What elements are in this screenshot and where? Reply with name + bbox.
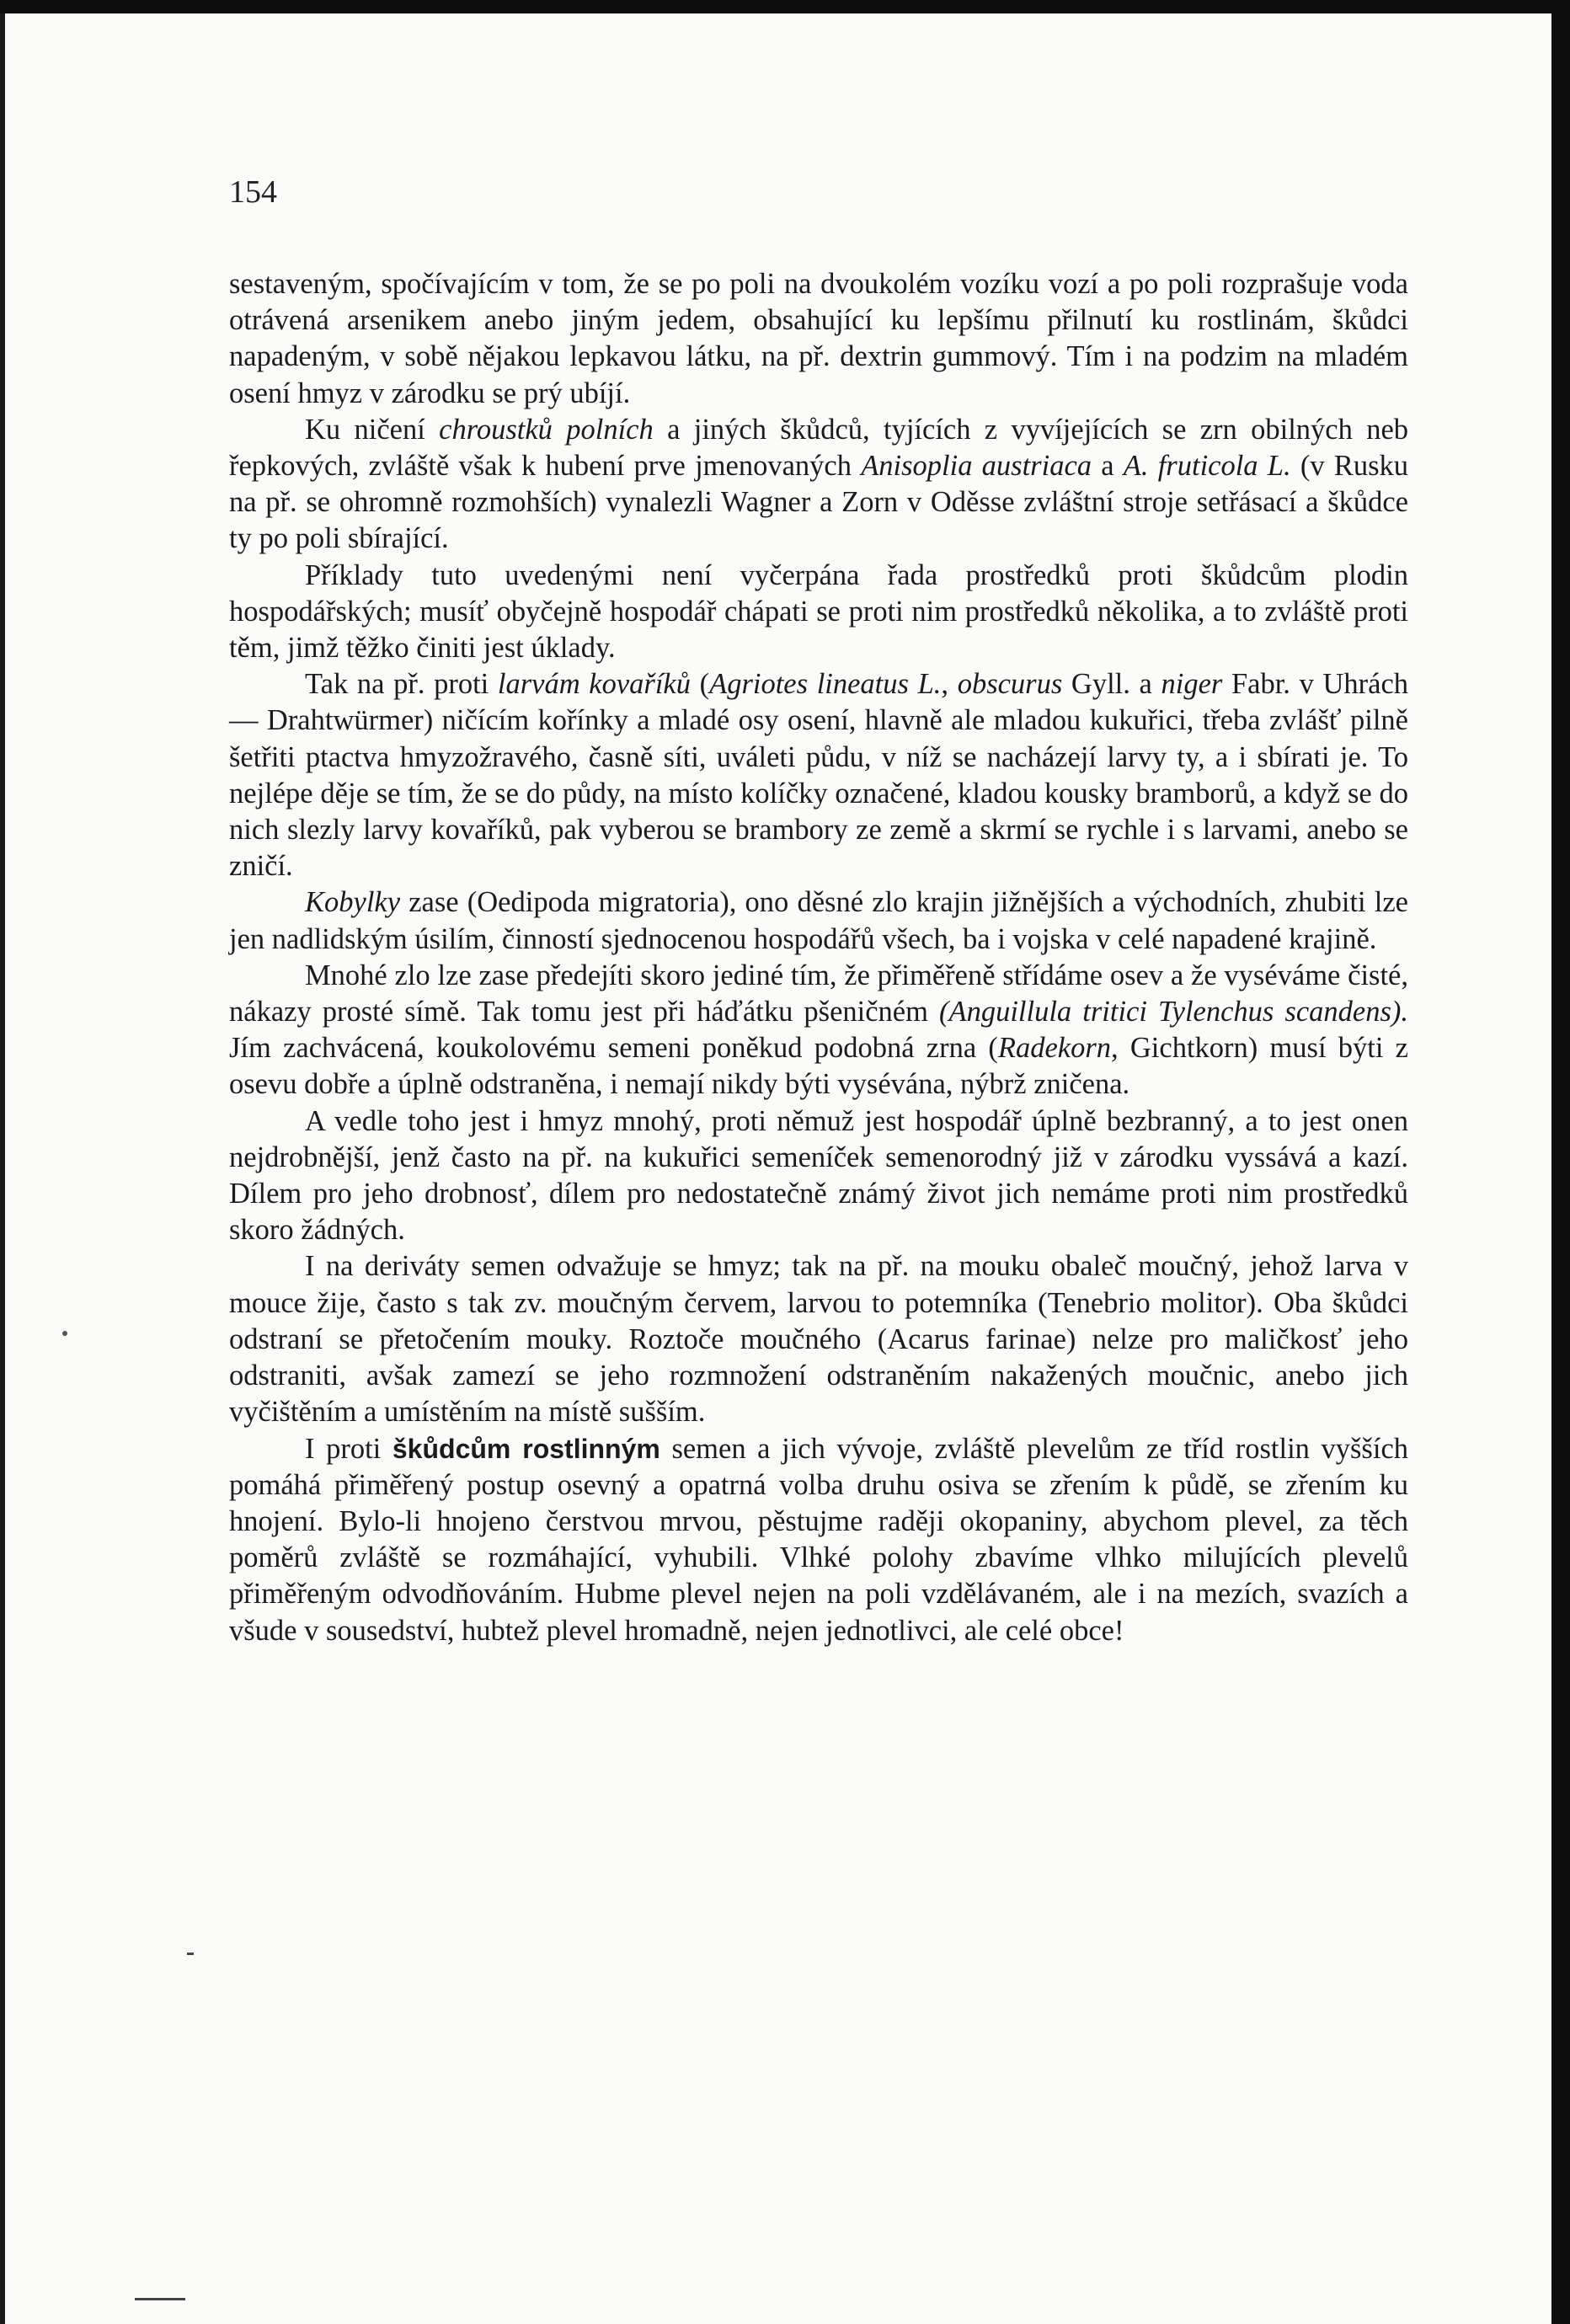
- paragraph: [229, 958, 1408, 1103]
- body-text: [229, 266, 1408, 1649]
- text-run: Ku ničení: [305, 413, 440, 446]
- text-run: Příklady tuto uvedenými není vyčerpána řada prostředků proti škůdcům plodin hospodářských; musíť obyčejně hospodář chápati se proti nim prostředků několika, a to zvláště proti těm, jimž těžko činiti jest úklady.: [229, 558, 1408, 665]
- scan-speck: [187, 1953, 194, 1955]
- paragraph: [229, 1248, 1408, 1430]
- text-run: zase (Oedipoda migratoria), ono děsné zlo krajin jižnějších a východních, zhubiti lze jen nadlidským úsilím, činností sjednocenou hospodářů všech, ba i vojska v celé napadené krajině.: [229, 886, 1408, 955]
- bold-heading-term: škůdcům rostlinným: [392, 1433, 660, 1464]
- italic-term: chroustků polních: [439, 413, 654, 446]
- paragraph: [229, 666, 1408, 884]
- paragraph: [229, 1431, 1408, 1649]
- italic-term: obscurus: [957, 668, 1063, 701]
- text-run: A vedle toho jest i hmyz mnohý, proti němuž jest hospodář úplně bezbranný, a to jest onen nejdrobnější, jenž často na př. na kukuřici semeníček semenorodný již v zárodku vyssává a kazí. Dílem pro jeho drobnosť, dílem pro nedostatečně známý život jich nemáme proti nim prostředků skoro žádných.: [229, 1104, 1408, 1247]
- text-run: Tak na př. proti: [305, 668, 498, 701]
- text-run: semen a jich vývoje, zvláště plevelům ze tříd rostlin vyšších pomáhá přiměřený postup osevný a opatrná volba druhu osiva se zřením k půdě, se zřením ku hnojení. Bylo-li hnojeno čerstvou mrvou, pěstujme raději okopaniny, abychom plevel, za těch poměrů zvláště se rozmáhající, vyhubili. Vlhké polohy zbavíme vlhko milujících plevelů přiměřeným odvodňováním. Hubme plevel nejen na poli vzdělávaném, ale i na mezích, svazích a všude v sousedství, hubtež plevel hromadně, nejen jednotlivci, ale celé obce!: [229, 1432, 1409, 1647]
- italic-term: Agriotes lineatus L.: [709, 668, 942, 701]
- italic-term: (Anguillula tritici Tylenchus scandens).: [939, 996, 1408, 1028]
- paragraph: [229, 558, 1408, 667]
- italic-term: Kobylky: [305, 886, 401, 919]
- italic-term: Radekorn: [997, 1032, 1112, 1065]
- text-run: (v Rusku na př. se ohromně rozmohších) vynalezli Wagner a Zorn v Oděsse zvláštní stroje setřásací a škůdce ty po poli sbírající.: [229, 450, 1408, 555]
- paragraph: [229, 266, 1408, 412]
- text-run: I na deriváty semen odvažuje se hmyz; tak na př. na mouku obaleč moučný, jehož larva v mouce žije, často s tak zv. moučným červem, larvou to potemníka (Tenebrio molitor). Oba škůdci odstraní se přetočením mouky. Roztoče moučného (Acarus farinae) nelze pro maličkosť jeho odstraniti, avšak zamezí se jeho rozmnožení odstraněním nakažených moučnic, anebo jich vyčištěním a umístěním na místě sušším.: [229, 1250, 1408, 1429]
- scan-border-right: [1551, 0, 1570, 2324]
- paragraph: [229, 884, 1408, 957]
- paragraph: [229, 412, 1408, 558]
- page-number: 154: [229, 174, 277, 210]
- text-run: Fabr. v Uhrách — Drahtwürmer) ničícím kořínky a mladé osy osení, hlavně ale mladou kukuřici, třeba zvlášť pilně šetřiti ptactva hmyzožravého, časně síti, uváleti půdu, v níž se nacházejí larvy ty, a i sbírati je. To nejlépe děje se tím, že se do půdy, na místo kolíčky označené, kladou kousky bramborů, a když se do nich slezly larvy kovaříků, pak vyberou se brambory ze země a skrmí se rychle i s larvami, anebo se zničí.: [229, 668, 1409, 883]
- text-run: Gyll. a: [1062, 668, 1161, 701]
- italic-term: A. fruticola L.: [1123, 450, 1291, 483]
- text-run: (: [691, 668, 710, 701]
- text-run: a jiných škůdců, tyjících z vyvíjejících se zrn obilných neb řepkových, zvláště však k hubení prve jmenovaných: [229, 413, 1409, 483]
- text-run: I proti: [305, 1432, 392, 1465]
- paragraph: [229, 1103, 1408, 1249]
- text-run: ,: [941, 668, 958, 701]
- text-run: , Gichtkorn) musí býti z osevu dobře a úplně odstraněna, i nemají nikdy býti vysévána, nýbrž zničena.: [229, 1032, 1408, 1101]
- text-run: Mnohé zlo lze zase předejíti skoro jediné tím, že přiměřeně střídáme osev a že vyséváme čisté, nákazy prosté símě. Tak tomu jest při háďátku pšeničném: [229, 959, 1408, 1028]
- scan-speck: [135, 2298, 185, 2300]
- italic-term: larvám kovaříků: [497, 668, 691, 701]
- italic-term: niger: [1161, 668, 1223, 701]
- text-run: sestaveným, spočívajícím v tom, že se po poli na dvoukolém vozíku vozí a po poli rozprašuje voda otrávená arsenikem anebo jiným jedem, obsahující ku lepšímu přilnutí ku rostlinám, škůdci napadeným, v sobě nějakou lepkavou látku, na př. dextrin gummový. Tím i na podzim na mladém osení hmyz v zárodku se prý ubíjí.: [229, 268, 1408, 409]
- text-run: a: [1092, 450, 1124, 483]
- text-run: Jím zachvácená, koukolovému semeni poněkud podobná zrna (: [229, 1032, 998, 1065]
- scan-border-top: [0, 0, 1570, 13]
- scan-speck: [62, 1331, 67, 1336]
- book-page: [5, 13, 1551, 2324]
- italic-term: Anisoplia austriaca: [861, 450, 1092, 483]
